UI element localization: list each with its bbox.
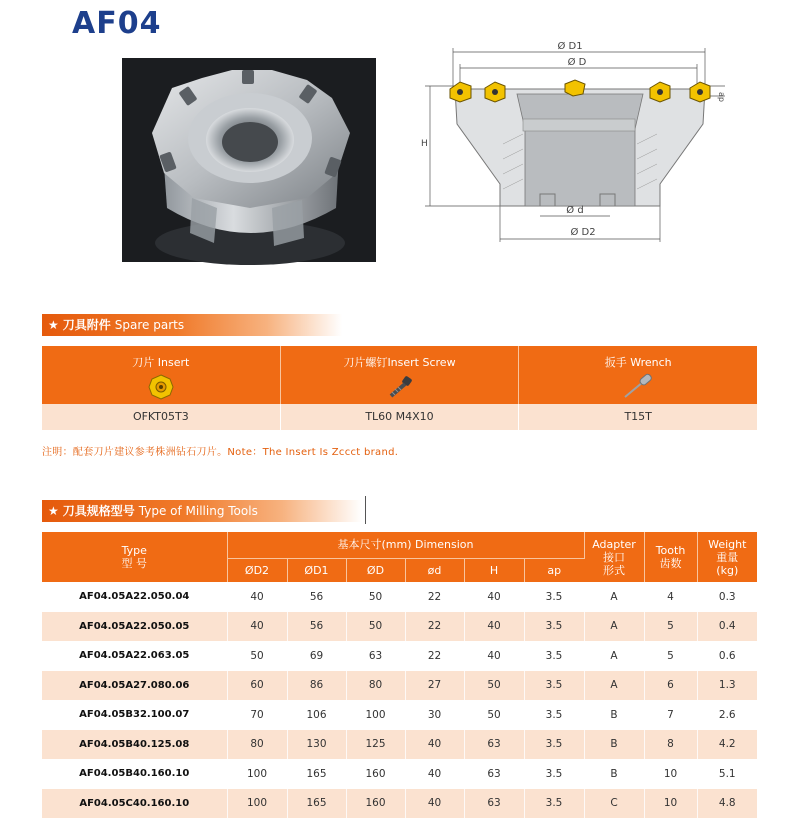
heading-divider [365, 496, 366, 524]
table-cell: 56 [287, 582, 346, 612]
table-cell: 63 [464, 759, 524, 789]
table-row [42, 700, 757, 730]
model-cell: AF04.05B40.160.10 [42, 759, 227, 789]
table-cell: 0.6 [697, 641, 757, 671]
wrench-icon [621, 374, 655, 400]
table-cell: 10 [644, 759, 697, 789]
table-cell: 165 [287, 789, 346, 818]
table-row [42, 789, 757, 818]
col-type: Type 型 号 [42, 532, 227, 582]
dim-ap-label: ap [717, 92, 726, 102]
table-cell: 100 [227, 759, 287, 789]
dim-d2-label: Ø D2 [570, 226, 595, 238]
table-cell: B [584, 700, 644, 730]
table-row [42, 582, 757, 612]
table-cell: 40 [405, 789, 464, 818]
col-adapter: Adapter 接口 形式 [584, 532, 644, 582]
table-cell: 60 [227, 671, 287, 701]
col-d2: ØD2 [227, 558, 287, 582]
dim-h-label: H [421, 139, 428, 149]
table-cell: 40 [464, 612, 524, 642]
table-cell: 5.1 [697, 759, 757, 789]
table-cell: B [584, 730, 644, 760]
table-cell: 30 [405, 700, 464, 730]
screw-icon [385, 374, 415, 400]
table-cell: 0.3 [697, 582, 757, 612]
table-row [42, 612, 757, 642]
table-cell: 27 [405, 671, 464, 701]
model-cell: AF04.05A22.050.04 [42, 582, 227, 612]
table-cell: 3.5 [524, 700, 584, 730]
table-cell: B [584, 759, 644, 789]
col-d: ØD [346, 558, 405, 582]
page-title: AF04 [72, 6, 161, 41]
spare-parts-heading: ★ 刀具附件 Spare parts [42, 314, 342, 336]
dim-d-label: Ø D [568, 56, 587, 68]
spare-col-insert: 刀片 Insert [42, 346, 281, 404]
table-cell: 3.5 [524, 671, 584, 701]
screw-model: TL60 M4X10 [281, 404, 520, 430]
dim-small-d-label: Ø d [566, 204, 583, 216]
table-cell: 40 [405, 759, 464, 789]
star-icon: ★ [48, 318, 59, 332]
table-cell: 106 [287, 700, 346, 730]
table-cell: 50 [464, 700, 524, 730]
table-row [42, 641, 757, 671]
table-cell: 2.6 [697, 700, 757, 730]
table-cell: 5 [644, 641, 697, 671]
table-cell: 50 [227, 641, 287, 671]
insert-note: 注明：配套刀片建议参考株洲钻石刀片。Note：The Insert Is Zccct brand. [42, 443, 398, 458]
spare-col-screw: 刀片螺钉Insert Screw [281, 346, 520, 404]
table-cell: 50 [346, 582, 405, 612]
wrench-model: T15T [519, 404, 757, 430]
table-cell: 1.3 [697, 671, 757, 701]
table-cell: 22 [405, 641, 464, 671]
model-cell: AF04.05C40.160.10 [42, 789, 227, 818]
col-tooth: Tooth 齿数 [644, 532, 697, 582]
table-cell: 130 [287, 730, 346, 760]
table-cell: A [584, 582, 644, 612]
table-cell: 80 [346, 671, 405, 701]
table-cell: 40 [227, 582, 287, 612]
table-cell: A [584, 671, 644, 701]
col-h: H [464, 558, 524, 582]
table-cell: 40 [227, 612, 287, 642]
milling-tools-table [42, 532, 757, 818]
col-d1: ØD1 [287, 558, 346, 582]
table-cell: 22 [405, 582, 464, 612]
table-cell: 40 [405, 730, 464, 760]
col-dimension: 基本尺寸(mm) Dimension [227, 532, 584, 558]
col-bore: ød [405, 558, 464, 582]
model-cell: AF04.05A27.080.06 [42, 671, 227, 701]
table-cell: 3.5 [524, 789, 584, 818]
insert-icon [148, 374, 174, 400]
model-cell: AF04.05B40.125.08 [42, 730, 227, 760]
table-cell: 160 [346, 759, 405, 789]
insert-model: OFKT05T3 [42, 404, 281, 430]
table-cell: 125 [346, 730, 405, 760]
table-row [42, 730, 757, 760]
product-photo [122, 58, 376, 262]
table-cell: 40 [464, 582, 524, 612]
table-cell: 80 [227, 730, 287, 760]
table-cell: 63 [346, 641, 405, 671]
table-cell: 100 [346, 700, 405, 730]
table-cell: 50 [464, 671, 524, 701]
table-cell: 165 [287, 759, 346, 789]
table-cell: 4 [644, 582, 697, 612]
table-cell: 3.5 [524, 730, 584, 760]
table-cell: 6 [644, 671, 697, 701]
table-cell: 69 [287, 641, 346, 671]
table-cell: A [584, 641, 644, 671]
table-cell: 4.2 [697, 730, 757, 760]
table-cell: 10 [644, 789, 697, 818]
table-cell: 0.4 [697, 612, 757, 642]
model-cell: AF04.05A22.050.05 [42, 612, 227, 642]
table-cell: 63 [464, 730, 524, 760]
table-cell: 3.5 [524, 641, 584, 671]
table-cell: 3.5 [524, 612, 584, 642]
table-cell: 5 [644, 612, 697, 642]
table-cell: 160 [346, 789, 405, 818]
table-cell: 4.8 [697, 789, 757, 818]
table-cell: 3.5 [524, 759, 584, 789]
table-cell: 22 [405, 612, 464, 642]
col-ap: ap [524, 558, 584, 582]
table-cell: 70 [227, 700, 287, 730]
spare-col-wrench: 扳手 Wrench [519, 346, 757, 404]
table-cell: 3.5 [524, 582, 584, 612]
technical-drawing [405, 34, 735, 246]
table-cell: 8 [644, 730, 697, 760]
table-row [42, 759, 757, 789]
table-row [42, 671, 757, 701]
spare-parts-table [42, 346, 757, 430]
milling-tools-heading: ★ 刀具规格型号 Type of Milling Tools [42, 500, 362, 522]
col-weight: Weight 重量 (kg) [697, 532, 757, 582]
model-cell: AF04.05A22.063.05 [42, 641, 227, 671]
table-cell: 40 [464, 641, 524, 671]
table-cell: 86 [287, 671, 346, 701]
table-cell: 50 [346, 612, 405, 642]
star-icon: ★ [48, 504, 59, 518]
table-cell: A [584, 612, 644, 642]
dim-d1-label: Ø D1 [557, 40, 582, 52]
model-cell: AF04.05B32.100.07 [42, 700, 227, 730]
table-cell: C [584, 789, 644, 818]
table-cell: 63 [464, 789, 524, 818]
table-cell: 100 [227, 789, 287, 818]
table-cell: 56 [287, 612, 346, 642]
table-cell: 7 [644, 700, 697, 730]
